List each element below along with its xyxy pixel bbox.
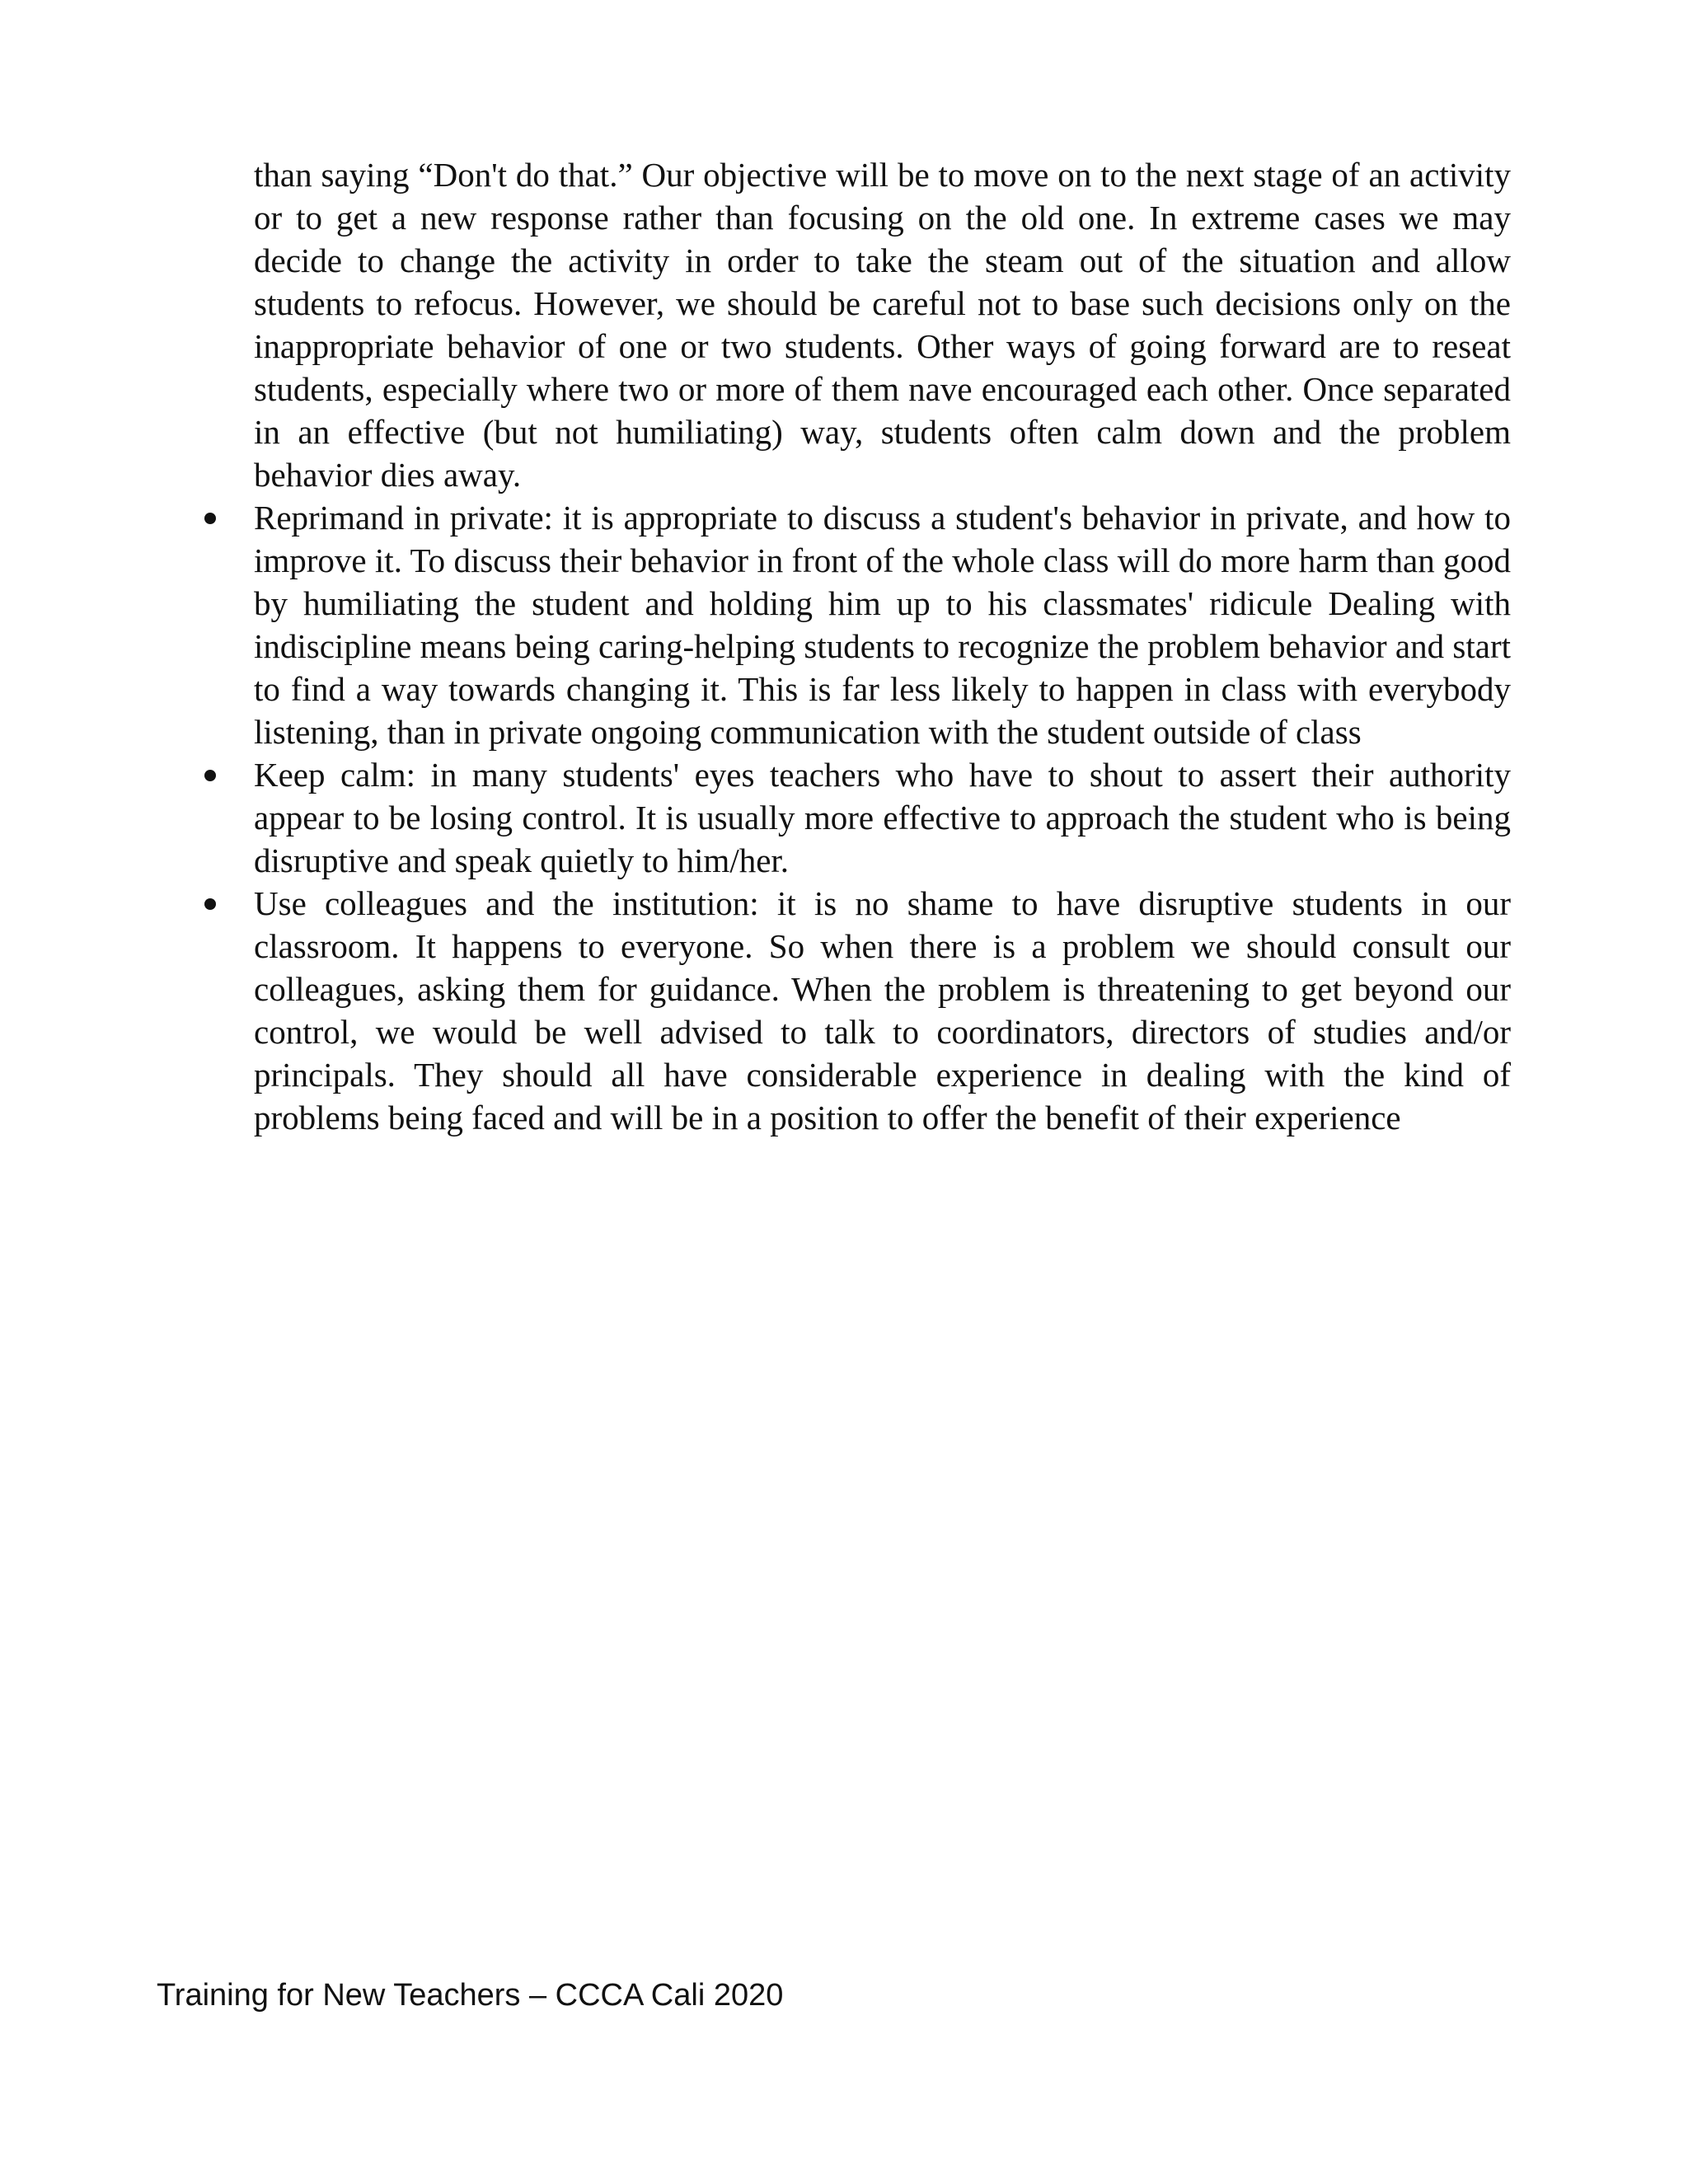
body-text [254,153,1511,1139]
list-item-text: Keep calm: in many students' eyes teachers who have to shout to assert their authority appear to be losing control. It is usually more effective to approach the student who is being disruptive and speak quietly to him/her. [254,756,1511,879]
bullet-dot-icon [204,513,216,524]
continuation-paragraph: than saying “Don't do that.” Our objective will be to move on to the next stage of an activity or to get a new response rather than focusing on the old one. In extreme cases we may decide to change the activity in order to take the steam out of the situation and allow students to refocus. However, we should be careful not to base such decisions only on the inappropriate behavior of one or two students. Other ways of going forward are to reseat students, especially where two or more of them nave encouraged each other. Once separated in an effective (but not humiliating) way, students often calm down and the problem behavior dies away. [254,156,1511,494]
list-item-text: Use colleagues and the institution: it is no shame to have disruptive students in our classroom. It happens to everyone. So when there is a problem we should consult our colleagues, asking them for guidance. When the problem is threatening to get beyond our control, we would be well advised to talk to coordinators, directors of studies and/or principals. They should all have considerable experience in dealing with the kind of problems being faced and will be in a position to offer the benefit of their experience [254,884,1511,1137]
page-footer: Training for New Teachers – CCCA Cali 2020 [157,1978,784,2013]
bullet-dot-icon [204,898,216,910]
bullet-dot-icon [204,770,216,781]
list-item [254,753,1511,882]
bullet-list [254,496,1511,1139]
list-item [254,882,1511,1139]
list-item-text: Reprimand in private: it is appropriate to discuss a student's behavior in private, and how to improve it. To discuss their behavior in front of the whole class will do more harm than good by humiliating the student and holding him up to his classmates' ridicule Dealing with indiscipline means being caring-helping students to recognize the problem behavior and start to find a way towards changing it. This is far less likely to happen in class with everybody listening, than in private ongoing communication with the student outside of class [254,499,1511,751]
list-item [254,496,1511,753]
